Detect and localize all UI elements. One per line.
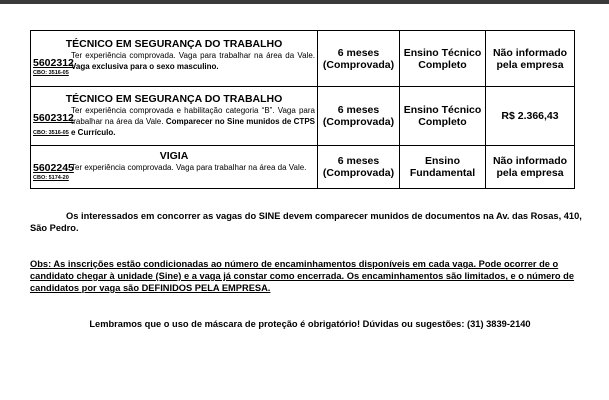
job-experience: 6 meses (Comprovada) [318,31,400,87]
job-cbo: CBO: 5174-20 [33,175,69,181]
job-main-cell [31,146,318,189]
job-education: Ensino Técnico Completo [400,31,486,87]
job-education: Ensino Técnico Completo [400,87,486,146]
job-experience: 6 meses (Comprovada) [318,87,400,146]
table-row [31,146,575,189]
observation-paragraph: Obs: As inscrições estão condicionadas ao número de encaminhamentos disponíveis em cada vaga. Pode ocorrer de o candidato chegar à unidade (Sine) e a vaga já constar como encerrada. Os encaminhamentos são limitados, e o número de candidatos por vaga são DEFINIDOS PELA EMPRESA. [30,259,575,293]
job-code: 5602312 [33,111,74,124]
job-salary: Não informado pela empresa [486,146,575,189]
job-experience: 6 meses (Comprovada) [318,146,400,189]
job-salary: R$ 2.366,43 [486,87,575,146]
job-title: TÉCNICO EM SEGURANÇA DO TRABALHO [65,92,283,105]
job-cbo: CBO: 3516-05 [33,70,69,76]
table-row [31,87,575,146]
job-title: VIGIA [159,150,189,162]
mask-reminder-paragraph: Lembramos que o uso de máscara de proteção é obrigatório! Dúvidas ou sugestões: (31) 3839-2140 [89,319,531,329]
instructions-paragraph: Os interessados em concorrer as vagas do SINE devem comparecer munidos de documentos na Av. das Rosas, 410, São Pedro. [30,211,582,233]
top-bar [0,0,609,4]
job-salary: Não informado pela empresa [486,31,575,87]
job-main-cell [31,87,318,146]
job-main-cell [31,31,318,87]
table-row [31,31,575,87]
job-cbo: CBO: 3516-05 [33,129,69,136]
job-listings-table [30,30,575,189]
job-code: 5602245 [33,162,74,174]
job-education: Ensino Fundamental [400,146,486,189]
job-description: Ter experiência comprovada. Vaga para trabalhar na área da Vale. [71,163,307,172]
job-title: TÉCNICO EM SEGURANÇA DO TRABALHO [65,38,283,50]
job-description: Ter experiência comprovada. Vaga para trabalhar na área da Vale. Vaga exclusiva para o sexo masculino. [71,51,315,71]
job-code: 5602312 [33,57,74,69]
job-description: Ter experiência comprovada e habilitação categoria “B”. Vaga para trabalhar na área da Vale. Comparecer no Sine munidos de CTPS e Currículo. [71,105,315,137]
